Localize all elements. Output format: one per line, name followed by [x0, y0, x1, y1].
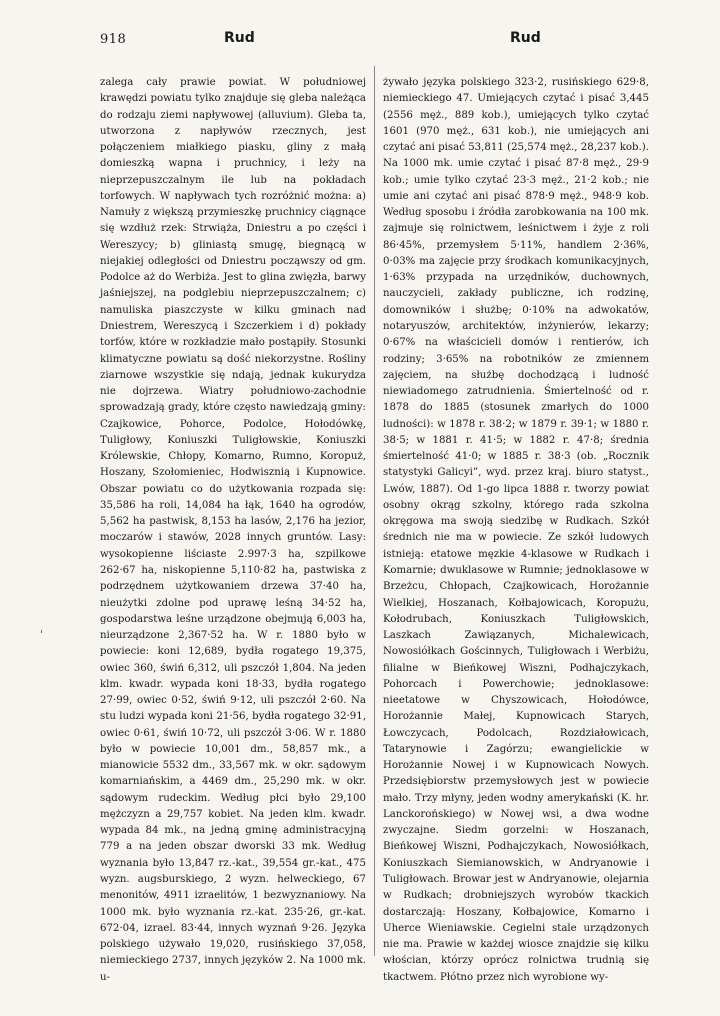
running-head-right: Rud — [510, 30, 541, 46]
running-head-left: Rud — [224, 30, 255, 46]
page-number: 918 — [100, 32, 127, 47]
right-column-text: żywało języka polskiego 323·2, rusińskiego 629·8, niemieckiego 47. Umiejących czytać i pisać 3,445 (2556 męż., 889 kob.), umiejących tylko czytać 1601 (970 męż., 631 kob.), nie umiejących ani czytać ani pisać 53,811 (25,574 męż., 28,237 kob.). Na 1000 mk. umie czytać i pisać 87·8 męż., 29·9 kob.; umie tylko czytać 23·3 męż., 21·2 kob.; nie umie ani czytać ani pisać 878·9 męż., 948·9 kob. Według sposobu i źródła zarobkowania na 100 mk. zajmuje się rolnictwem, leśnictwem i żyje z roli 86·45%, przemysłem 5·11%, handlem 2·36%, 0·03% ma zajęcie przy środkach komunikacyjnych, 1·63% przypada na urzędników, duchownych, nauczycieli, zakłady publiczne, ich rodzinę, domowników i służbę; 0·10% na adwokatów, notaryuszów, architektów, inżynierów, lekarzy; 0·67% na właścicieli domów i rentierów, ich rodziny; 3·65% na robotników ze zmiennem zajęciem, na służbę dochodzącą i ludność niewiadomego zatrudnienia. Śmiertelność od r. 1878 do 1885 (stosunek zmarłych do 1000 ludności): w 1878 r. 38·2; w 1879 r. 39·1; w 1880 r. 38·5; w 1881 r. 41·5; w 1882 r. 47·8; średnia śmiertelność 41·0; w 1885 r. 38·3 (ob. „Rocznik statystyki Galicyi”, wyd. przez kraj. biuro statyst., Lwów, 1887). Od 1-go lipca 1888 r. tworzy powiat osobny okrąg szkolny, którego rada szkolna okręgowa ma swoją siedzibę w Rudkach. Szkół średnich nie ma w powiecie. Ze szkół ludowych istnieją: etatowe męzkie 4-klasowe w Rudkach i Komarnie; dwuklasowe w Rumnie; jednoklasowe w Brzeżcu, Chłopach, Czajkowicach, Horożannie Wielkiej, Hoszanach, Kołbajowicach, Koropużu, Kołodrubach, Koniuszkach Tuligłowskich, Laszkach Zawiązanych, Michalewicach, Nowosiółkach Gościnnych, Tuligłowach i Werbiżu, filialne w Bieńkowej Wiszni, Podhajczykach, Pohorcach i Powerchowie; jednoklasowe: nieetatowe w Chyszowicach, Hołodówce, Horożannie Małej, Kupnowicach Starych, Łowczycach, Podolcach, Rozdziałowicach, Tatarynowie i Zagórzu; ewangielickie w Horożannie Nowej i w Kupnowicach Nowych. Przedsiębiorstw przemysłowych jest w powiecie mało. Trzy młyny, jeden wodny amerykański (K. hr. Lanckorońskiego) w Nowej wsi, a dwa wodne zwyczajne. Siedm gorzelni: w Hoszanach, Bieńkowej Wiszni, Podhajczykach, Nowosiółkach, Koniuszkach Siemianowskich, w Andryanowie i Tuligłowach. Browar jest w Andryanowie, olejarnia w Rudkach; drobniejszych wyrobów tkackich dostarczają: Hoszany, Kołbajowice, Komarno i Uherce Wieniawskie. Cegielni stale urządzonych nie ma. Prawie w każdej wiosce znajdzie się kilku włościan, którzy oprócz rolnictwa trudnią się tkactwem. Płótno przez nich wyrobione wy- — [383, 77, 649, 983]
column-divider — [374, 66, 375, 956]
right-column — [383, 75, 649, 986]
left-column-text: zalega cały prawie powiat. W południowej krawędzi powiatu tylko znajduje się gleba należąca do rodzaju ziemi napływowej (alluvium). Gleba ta, utworzona z napływów rzecznych, jest połączeniem miałkiego piasku, gliny z małą domieszką wapna i pruchnicy, i leży na nieprzepuszczalnym ile lub na pokładach torfowych. W napływach tych rozróżnić można: a) Namuły z większą przymieszkę pruchnicy ciągnące się wzdłuż rzek: Strwiąża, Dniestru a po części i Wereszycy; b) gliniastą smugę, biegnącą w niejakiej odległości od Dniestru począwszy od gm. Podolce aż do Werbiża. Jest to glina zwięzła, barwy jaśniejszej, na podglebiu nieprzepuszczalnem; c) namuliska piaszczyste w kilku gminach nad Dniestrem, Wereszycą i Szczerkiem i d) pokłady torfów, które w rozkładzie mało postąpiły. Stosunki klimatyczne powiatu są dość niekorzystne. Rośliny ziarnowe wszystkie się ndają, jednak kukurydza nie dojrzewa. Wiatry południowo-zachodnie sprowadzają grady, które często nawiedzają gminy: Czajkowice, Pohorce, Podolce, Hołodówkę, Tuligłowy, Koniuszki Tuligłowskie, Koniuszki Królewskie, Chłopy, Komarno, Rumno, Koropuż, Hoszany, Szołomieniec, Hodwisznią i Kupnowice. Obszar powiatu co do użytkowania rozpada się: 35,586 ha roli, 14,084 ha łąk, 1640 ha ogrodów, 5,562 ha pastwisk, 8,153 ha lasów, 2,176 ha jezior, moczarów i stawów, 2028 innych gruntów. Lasy: wysokopienne liściaste 2.997·3 ha, szpilkowe 262·67 ha, niskopienne 5,110·82 ha, pastwiska z podrzędnem użytkowaniem drzewa 37·40 ha, nieużytki zdolne pod uprawę leśną 34·52 ha, gospodarstwa leśne urządzone obejmują 6,003 ha, nieurządzone 2,367·52 ha. W r. 1880 było w powiecie: koni 12,689, bydła rogatego 19,375, owiec 360, świń 6,312, uli pszczół 1,804. Na jeden klm. kwadr. wypada koni 18·33, bydła rogatego 27·99, owiec 0·52, świń 9·12, uli pszczół 2·60. Na stu ludzi wypada koni 21·56, bydła rogatego 32·91, owiec 0·61, świń 10·72, uli pszczół 3·06. W r. 1880 było w powiecie 10,001 dm., 58,857 mk., a mianowicie 5532 dm., 33,567 mk. w okr. sądowym komarniańskim, a 4469 dm., 25,290 mk. w okr. sądowym rudeckim. Według płci było 29,100 mężczyzn a 29,757 kobiet. Na jeden klm. kwadr. wypada 84 mk., na jedną gminę administracyjną 779 a na jeden obszar dworski 33 mk. Według wyznania było 13,847 rz.-kat., 39,554 gr.-kat., 475 wyzn. augsburskiego, 2 wyzn. helweckiego, 67 menonitów, 4911 izraelitów, 1 bezwyznaniowy. Na 1000 mk. było wyznania rz.-kat. 235·26, gr.-kat. 672·04, izrael. 83·44, innych wyznań 9·26. Języka polskiego używało 19,020, rusińskiego 37,058, niemieckiego 2737, innych języków 2. Na 1000 mk. u- — [100, 77, 366, 983]
left-column — [100, 75, 366, 986]
margin-mark: ' — [40, 628, 44, 641]
